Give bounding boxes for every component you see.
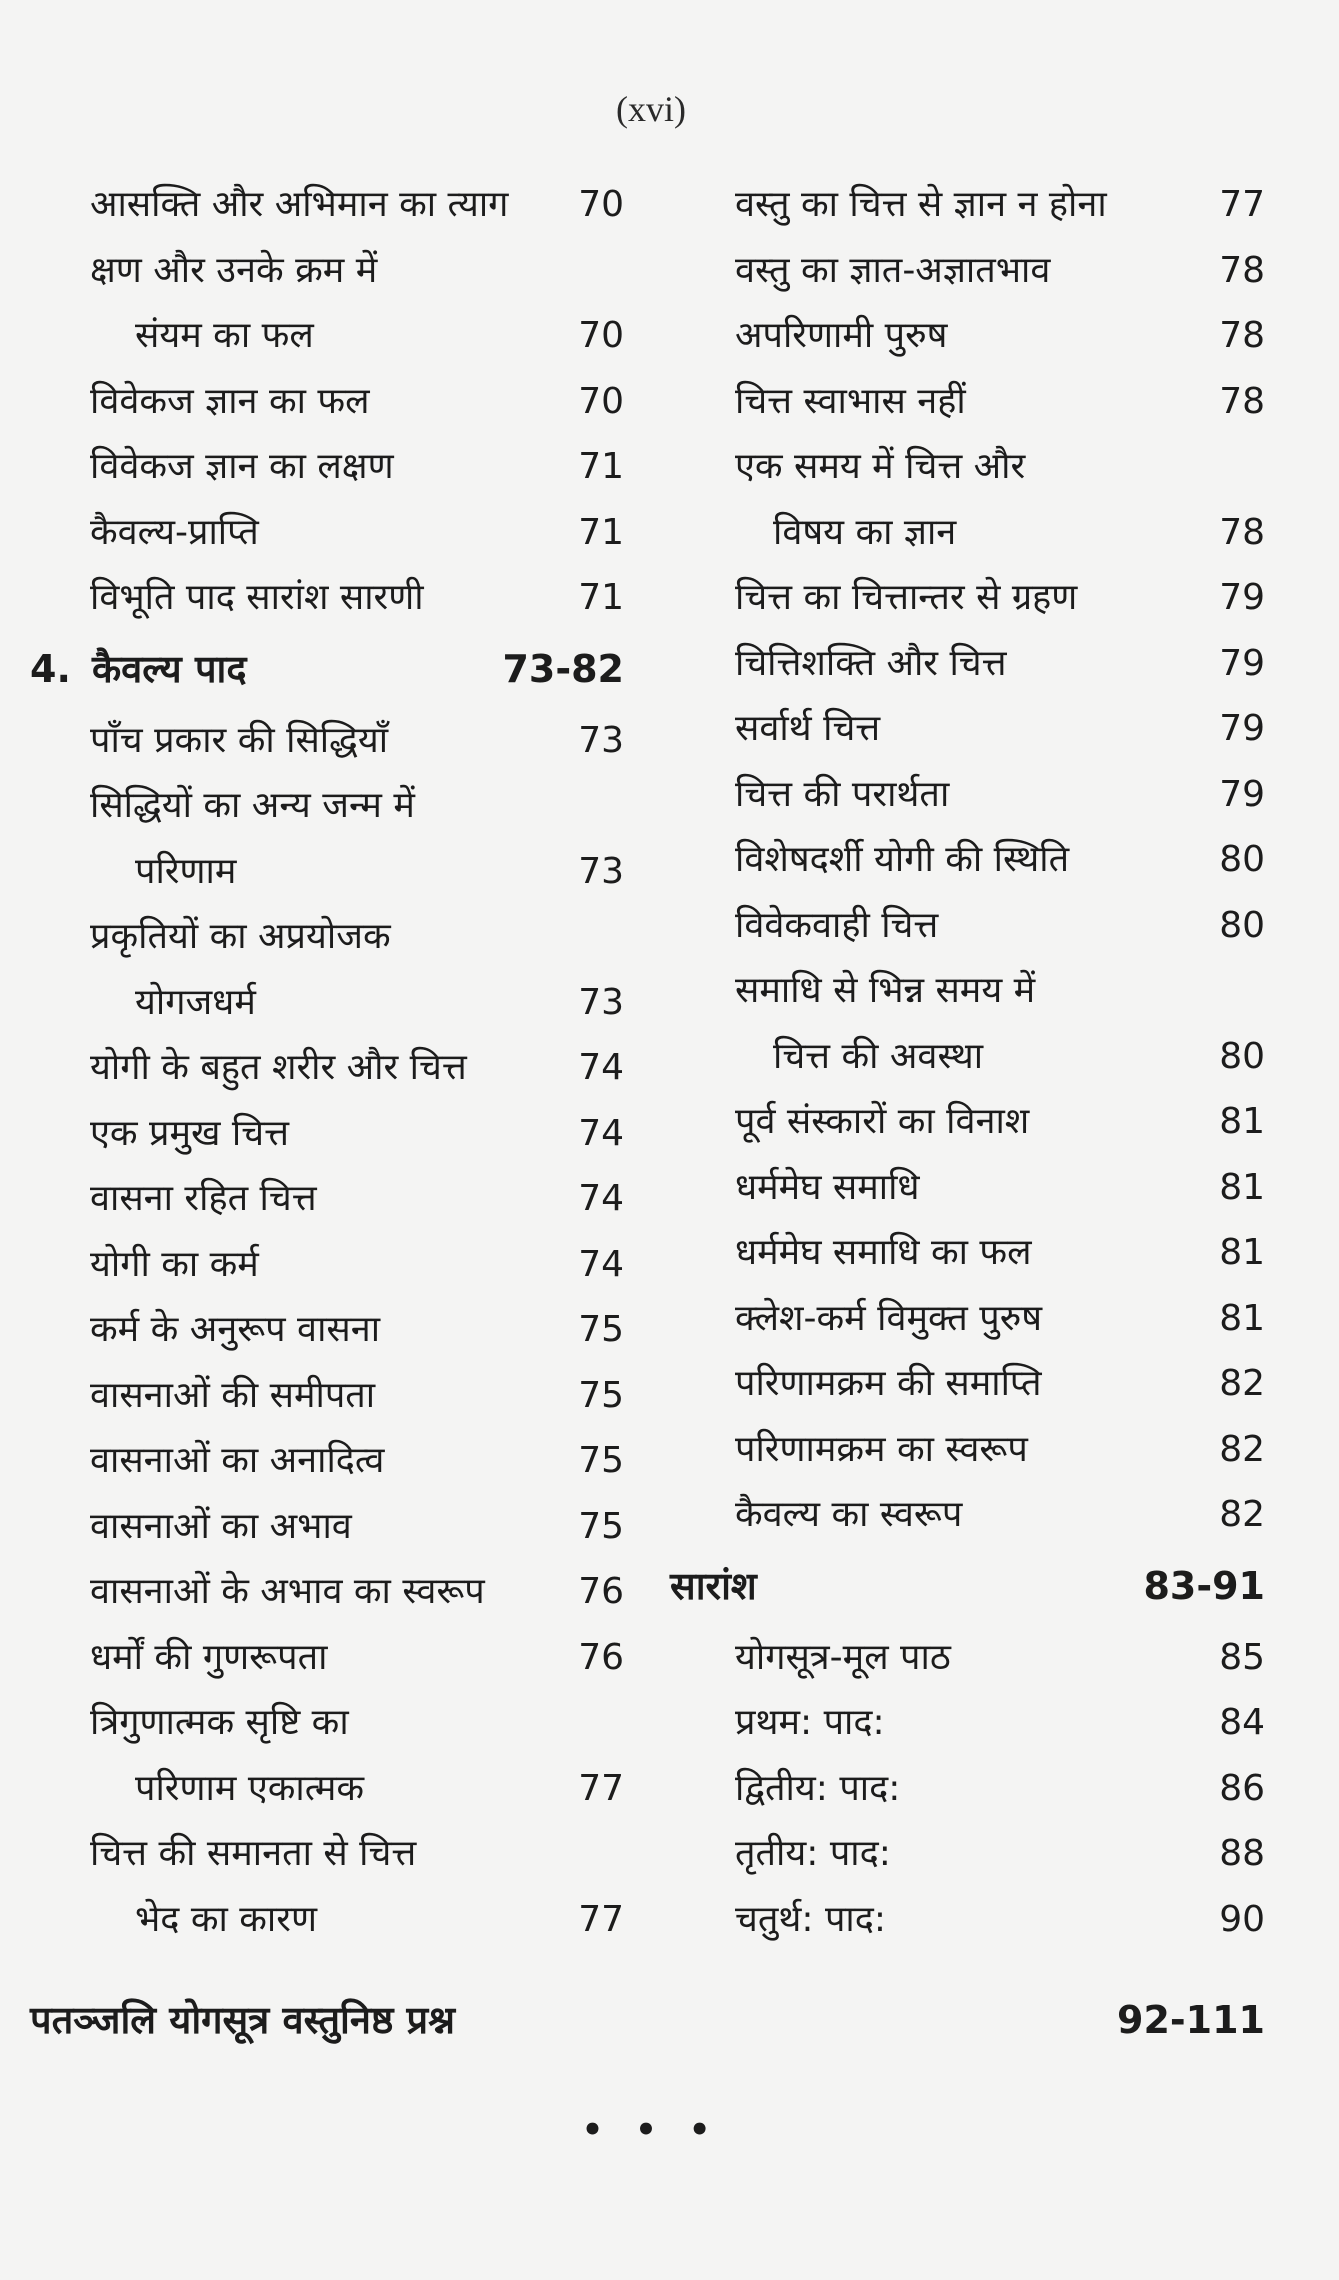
toc-entry[interactable] — [30, 1035, 624, 1101]
entry-title: विशेषदर्शी योगी की स्थिति — [735, 839, 1070, 880]
entry-title: भेद का कारण — [135, 1898, 318, 1940]
entry-page: 73-82 — [502, 646, 624, 691]
toc-entry[interactable] — [665, 1625, 1265, 1691]
entry-page: 90 — [1219, 1898, 1265, 1940]
toc-entry[interactable] — [30, 970, 624, 1036]
entry-page: 70 — [578, 184, 624, 225]
toc-entry[interactable] — [665, 762, 1265, 828]
toc-entry[interactable] — [665, 500, 1265, 566]
toc-entry[interactable] — [30, 1232, 624, 1298]
entry-title: चित्तिशक्ति और चित्त — [735, 642, 1007, 684]
entry-page: 74 — [578, 1243, 624, 1285]
entry-title: योगी का कर्म — [90, 1243, 259, 1285]
toc-entry[interactable] — [30, 565, 624, 631]
entry-page: 73 — [578, 981, 624, 1023]
toc-entry[interactable] — [30, 1887, 624, 1953]
entry-title: चित्त की अवस्था — [773, 1035, 984, 1077]
entry-page: 74 — [578, 1178, 624, 1219]
entry-title: वासनाओं का अभाव — [90, 1505, 352, 1547]
entry-title: चित्त की समानता से चित्त — [90, 1833, 417, 1874]
toc-entry[interactable] — [30, 1166, 624, 1232]
toc-entry[interactable] — [30, 1363, 624, 1429]
toc-entry[interactable] — [665, 1690, 1265, 1756]
entry-page: 86 — [1219, 1767, 1265, 1809]
entry-title: धर्ममेघ समाधि का फल — [735, 1232, 1032, 1273]
entry-title: वासनाओं का अनादित्व — [90, 1440, 385, 1481]
entry-title: परिणामक्रम की समाप्ति — [735, 1363, 1042, 1404]
entry-title: अपरिणामी पुरुष — [735, 315, 948, 356]
entry-page: 82 — [1219, 1494, 1265, 1535]
toc-entry[interactable] — [30, 1559, 624, 1625]
toc-entry[interactable] — [665, 893, 1265, 959]
toc-entry[interactable] — [665, 1417, 1265, 1483]
toc-entry[interactable] — [30, 1821, 624, 1887]
toc-entry[interactable] — [665, 1155, 1265, 1221]
entry-page: 84 — [1219, 1702, 1265, 1743]
entry-title: कैवल्य-प्राप्ति — [90, 511, 259, 553]
toc-entry[interactable] — [665, 1821, 1265, 1887]
toc-entry[interactable] — [30, 904, 624, 970]
toc-entry[interactable] — [665, 369, 1265, 435]
entry-page: 79 — [1219, 773, 1265, 815]
toc-entry[interactable] — [30, 238, 624, 304]
toc-entry[interactable] — [30, 1101, 624, 1167]
entry-title: वासनाओं की समीपता — [90, 1374, 376, 1416]
entry-title: विवेकज ज्ञान का लक्षण — [90, 446, 394, 487]
entry-title: क्षण और उनके क्रम में — [90, 249, 378, 291]
entry-page: 70 — [578, 315, 624, 356]
entry-title: सर्वार्थ चित्त — [735, 708, 881, 749]
entry-page: 82 — [1219, 1363, 1265, 1404]
entry-page: 78 — [1219, 511, 1265, 553]
entry-title: आसक्ति और अभिमान का त्याग — [90, 184, 509, 225]
toc-entry[interactable] — [665, 958, 1265, 1024]
entry-page: 81 — [1219, 1101, 1265, 1142]
entry-title: विवेकवाही चित्त — [735, 904, 939, 946]
entry-page: 80 — [1219, 839, 1265, 880]
entry-page: 71 — [578, 577, 624, 618]
entry-title: द्वितीय: पाद: — [735, 1767, 901, 1809]
entry-page: 73 — [578, 850, 624, 892]
toc-entry[interactable] — [665, 1482, 1265, 1548]
entry-title: योगजधर्म — [135, 981, 256, 1023]
toc-entry[interactable] — [30, 1428, 624, 1494]
entry-page: 79 — [1219, 577, 1265, 618]
entry-page: 77 — [578, 1898, 624, 1940]
entry-page: 77 — [1219, 184, 1265, 225]
entry-page: 82 — [1219, 1428, 1265, 1470]
entry-page: 71 — [578, 511, 624, 553]
entry-page: 70 — [578, 380, 624, 422]
entry-page: 76 — [578, 1636, 624, 1678]
toc-entry[interactable] — [665, 1024, 1265, 1090]
entry-title: योगी के बहुत शरीर और चित्त — [90, 1047, 467, 1088]
entry-title: संयम का फल — [135, 315, 314, 356]
entry-title: तृतीय: पाद: — [735, 1833, 891, 1874]
entry-page: 75 — [578, 1374, 624, 1416]
entry-title: सिद्धियों का अन्य जन्म में — [90, 785, 415, 826]
entry-page: 74 — [578, 1047, 624, 1088]
toc-entry[interactable] — [30, 1625, 624, 1691]
toc-left-column — [30, 172, 624, 1952]
toc-entry[interactable] — [665, 631, 1265, 697]
entry-title: परिणामक्रम का स्वरूप — [735, 1428, 1028, 1470]
entry-title: प्रकृतियों का अप्रयोजक — [90, 916, 391, 957]
entry-page: 85 — [1219, 1636, 1265, 1678]
entry-title: पाँच प्रकार की सिद्धियाँ — [90, 719, 389, 761]
entry-title: विवेकज ज्ञान का फल — [90, 380, 370, 422]
entry-page: 76 — [578, 1571, 624, 1612]
end-mark: • • • — [581, 2110, 721, 2150]
section-number: 4. — [30, 646, 71, 691]
toc-entry[interactable] — [30, 172, 624, 238]
toc-entry[interactable] — [30, 839, 624, 905]
entry-page: 80 — [1219, 904, 1265, 946]
toc-entry[interactable] — [30, 773, 624, 839]
toc-section-heading[interactable] — [30, 631, 624, 708]
entry-title: समाधि से भिन्न समय में — [735, 970, 1036, 1011]
toc-entry[interactable] — [30, 708, 624, 774]
entry-page: 77 — [578, 1767, 624, 1809]
entry-title: वस्तु का चित्त से ज्ञान न होना — [735, 184, 1107, 225]
entry-title: पतञ्जलि योगसूत्र वस्तुनिष्ठ प्रश्न — [30, 1998, 456, 2042]
page-number: (xvi) — [616, 89, 686, 129]
entry-title: चित्त का चित्तान्तर से ग्रहण — [735, 577, 1078, 618]
toc-entry[interactable] — [665, 1089, 1265, 1155]
entry-title: योगसूत्र-मूल पाठ — [735, 1636, 951, 1678]
entry-page: 78 — [1219, 380, 1265, 422]
entry-title: वासना रहित चित्त — [90, 1178, 317, 1219]
entry-page: 79 — [1219, 708, 1265, 749]
entry-title: कैवल्य पाद — [92, 646, 247, 691]
entry-page: 71 — [578, 446, 624, 487]
entry-title: धर्ममेघ समाधि — [735, 1166, 920, 1208]
entry-title: क्लेश-कर्म विमुक्त पुरुष — [735, 1297, 1043, 1339]
entry-title: एक प्रमुख चित्त — [90, 1112, 289, 1154]
entry-page: 79 — [1219, 642, 1265, 684]
entry-title: विभूति पाद सारांश सारणी — [90, 577, 424, 618]
toc-entry[interactable] — [665, 1351, 1265, 1417]
entry-page: 75 — [578, 1505, 624, 1547]
toc-entry[interactable] — [665, 1220, 1265, 1286]
entry-page: 78 — [1219, 315, 1265, 356]
entry-page: 74 — [578, 1112, 624, 1154]
toc-entry[interactable] — [665, 172, 1265, 238]
entry-title: चतुर्थ: पाद: — [735, 1898, 886, 1940]
toc-entry[interactable] — [665, 1286, 1265, 1352]
toc-entry[interactable] — [30, 500, 624, 566]
toc-entry[interactable] — [30, 1690, 624, 1756]
entry-page: 81 — [1219, 1232, 1265, 1273]
entry-page: 92-111 — [1117, 1998, 1265, 2042]
entry-title: त्रिगुणात्मक सृष्टि का — [90, 1702, 349, 1743]
toc-entry[interactable] — [665, 827, 1265, 893]
toc-entry[interactable] — [30, 369, 624, 435]
toc-entry[interactable] — [30, 434, 624, 500]
toc-entry[interactable] — [30, 1297, 624, 1363]
entry-title: एक समय में चित्त और — [735, 446, 1026, 487]
toc-entry[interactable] — [665, 696, 1265, 762]
entry-title: विषय का ज्ञान — [773, 511, 957, 553]
entry-page: 73 — [578, 719, 624, 761]
entry-title: चित्त की परार्थता — [735, 773, 950, 815]
toc-entry[interactable] — [665, 303, 1265, 369]
entry-title: प्रथम: पाद: — [735, 1702, 885, 1743]
entry-page: 81 — [1219, 1166, 1265, 1208]
toc-entry[interactable] — [665, 1887, 1265, 1953]
entry-title: परिणाम — [135, 850, 237, 892]
entry-page: 75 — [578, 1309, 624, 1350]
entry-title: पूर्व संस्कारों का विनाश — [735, 1101, 1030, 1142]
entry-page: 88 — [1219, 1833, 1265, 1874]
entry-title: परिणाम एकात्मक — [135, 1767, 364, 1809]
entry-title: चित्त स्वाभास नहीं — [735, 380, 966, 422]
toc-footer-entry[interactable] — [30, 1990, 1265, 2050]
toc-entry[interactable] — [665, 1756, 1265, 1822]
toc-entry[interactable] — [30, 1756, 624, 1822]
entry-page: 75 — [578, 1440, 624, 1481]
entry-page: 83-91 — [1143, 1563, 1265, 1608]
toc-section-heading[interactable] — [665, 1548, 1265, 1625]
toc-entry[interactable] — [665, 565, 1265, 631]
toc-entry[interactable] — [665, 238, 1265, 304]
entry-page: 80 — [1219, 1035, 1265, 1077]
entry-title: कर्म के अनुरूप वासना — [90, 1309, 381, 1350]
entry-page: 81 — [1219, 1297, 1265, 1339]
entry-title: कैवल्य का स्वरूप — [735, 1494, 963, 1535]
entry-title: धर्मों की गुणरूपता — [90, 1636, 328, 1678]
toc-entry[interactable] — [30, 303, 624, 369]
entry-title: वासनाओं के अभाव का स्वरूप — [90, 1571, 485, 1612]
toc-entry[interactable] — [665, 434, 1265, 500]
toc-entry[interactable] — [30, 1494, 624, 1560]
entry-title: सारांश — [670, 1563, 757, 1608]
entry-title: वस्तु का ज्ञात-अज्ञातभाव — [735, 249, 1051, 291]
toc-right-column — [665, 172, 1265, 1952]
entry-page: 78 — [1219, 249, 1265, 291]
